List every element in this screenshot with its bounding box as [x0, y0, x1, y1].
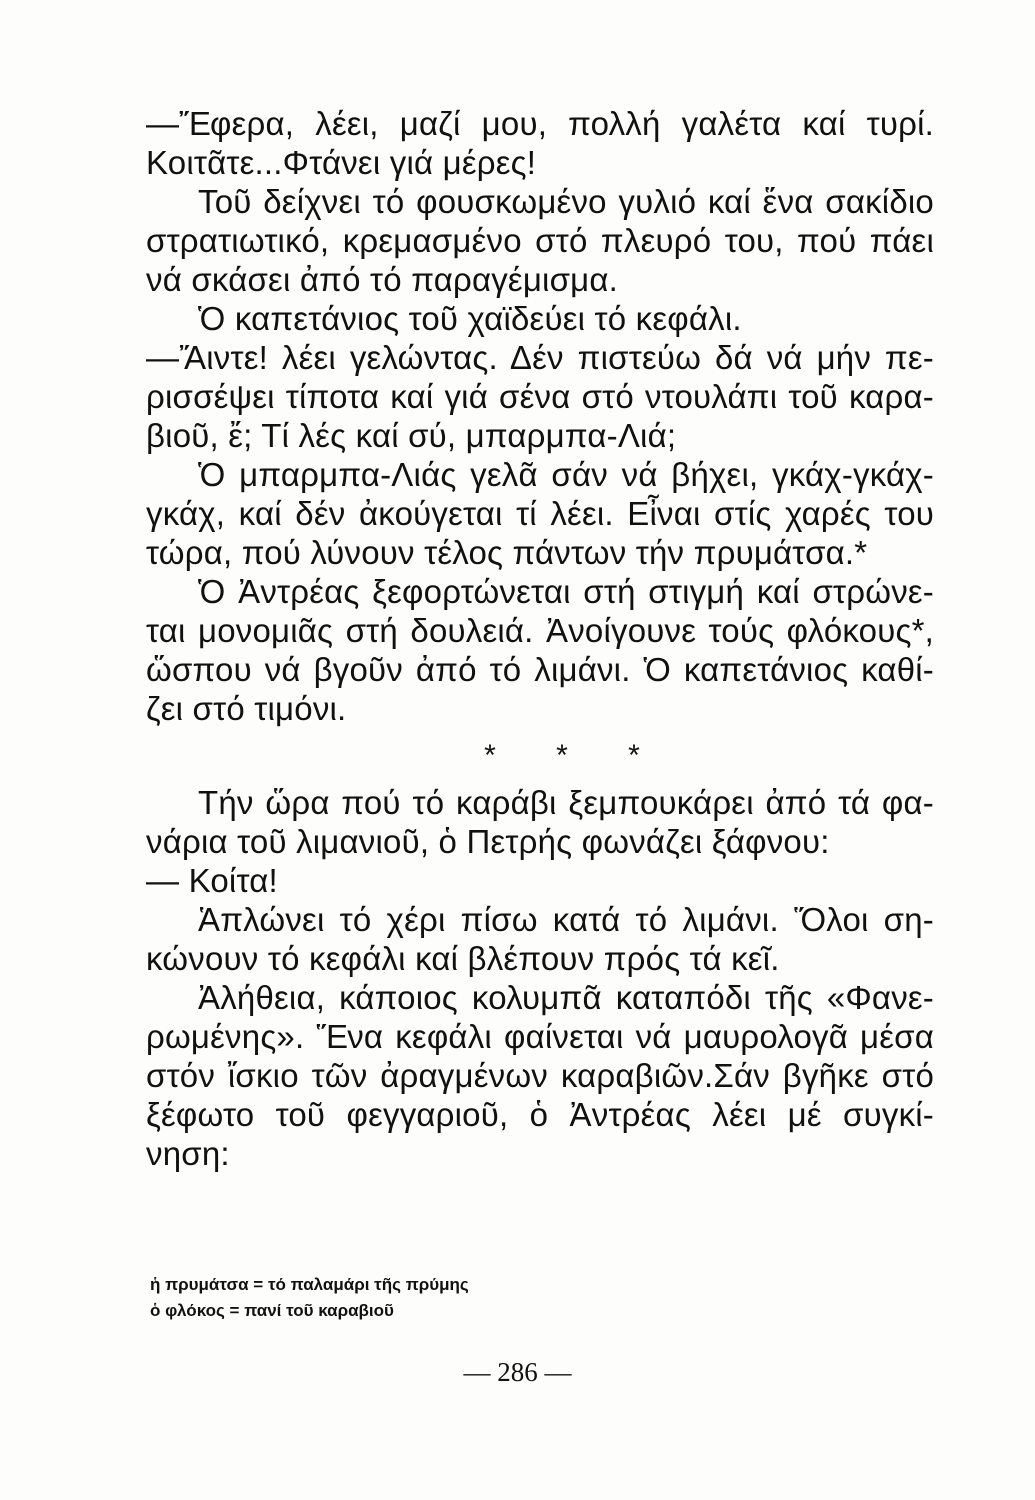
text-line: στρατιωτικό, κρεμασμένο στό πλευρό του, πού πάει — [146, 222, 934, 259]
text-line: ζει στό τιμόνι. — [146, 690, 347, 727]
text-line: Ὁ Ἀντρέας ξεφορτώνεται στή στιγμή καί στρώνε- — [198, 573, 934, 610]
text-line: νάρια τοῦ λιμανιοῦ, ὁ Πετρής φωνάζει ξάφνου: — [146, 823, 830, 860]
text-line: Ὁ καπετάνιος τοῦ χαϊδεύει τό κεφάλι. — [198, 300, 742, 337]
text-line: στόν ἴσκιο τῶν ἀραγμένων καραβιῶν.Σάν βγῆκε στό — [146, 1057, 934, 1094]
text-line: Ἀλήθεια, κάποιος κολυμπᾶ καταπόδι τῆς «Φανε- — [198, 979, 934, 1016]
text-line: ρωμένης». Ἕνα κεφάλι φαίνεται νά μαυρολογᾶ μέσα — [146, 1018, 934, 1055]
text-line: Τήν ὥρα πού τό καράβι ξεμπουκάρει ἀπό τά φα- — [198, 784, 934, 821]
text-line: Κοιτᾶτε...Φτάνει γιά μέρες! — [146, 144, 537, 181]
text-line: —Ἄιντε! λέει γελώντας. Δέν πιστεύω δά νά μήν πε- — [146, 339, 934, 376]
text-line: ται μονομιᾶς στή δουλειά. Ἀνοίγουνε τούς φλόκους*, — [146, 612, 934, 649]
text-line: Ὁ μπαρμπα-Λιάς γελᾶ σάν νά βήχει, γκάχ-γκάχ- — [198, 456, 934, 493]
text-line: κώνουν τό κεφάλι καί βλέπουν πρός τά κεῖ. — [146, 940, 780, 977]
text-line: νά σκάσει ἀπό τό παραγέμισμα. — [146, 261, 619, 298]
text-line: —Ἔφερα, λέει, μαζί μου, πολλή γαλέτα καί τυρί. — [146, 105, 934, 142]
text-line: Τοῦ δείχνει τό φουσκωμένο γυλιό καί ἕνα σακίδιο — [198, 183, 934, 220]
text-line: ξέφωτο τοῦ φεγγαριοῦ, ὁ Ἀντρέας λέει μέ συγκί- — [146, 1096, 934, 1133]
footnote: ἡ πρυμάτσα = τό παλαμάρι τῆς πρύμης — [150, 1275, 469, 1294]
text-line: τώρα, πού λύνουν τέλος πάντων τήν πρυμάτσα.* — [146, 534, 868, 571]
footnote: ὁ φλόκος = πανί τοῦ καραβιοῦ — [150, 1301, 394, 1320]
footnotes — [150, 1272, 670, 1324]
page-number: — 286 — — [463, 1357, 572, 1387]
text-line: Ἁπλώνει τό χέρι πίσω κατά τό λιμάνι. Ὅλοι ση- — [198, 901, 934, 938]
text-line: ὥσπου νά βγοῦν ἀπό τό λιμάνι. Ὁ καπετάνιος καθί- — [146, 651, 934, 688]
text-line: ρισσέψει τίποτα καί γιά σένα στό ντουλάπι τοῦ καρα- — [146, 378, 934, 415]
text-line: γκάχ, καί δέν ἀκούγεται τί λέει. Εἶναι στίς χαρές του — [146, 495, 934, 532]
body-text — [146, 104, 934, 1173]
text-line: — Κοίτα! — [146, 862, 278, 899]
section-break: * * * — [484, 739, 666, 772]
text-line: βιοῦ, ἔ; Τί λές καί σύ, μπαρμπα-Λιά; — [146, 417, 677, 454]
text-line: νηση: — [146, 1135, 230, 1172]
